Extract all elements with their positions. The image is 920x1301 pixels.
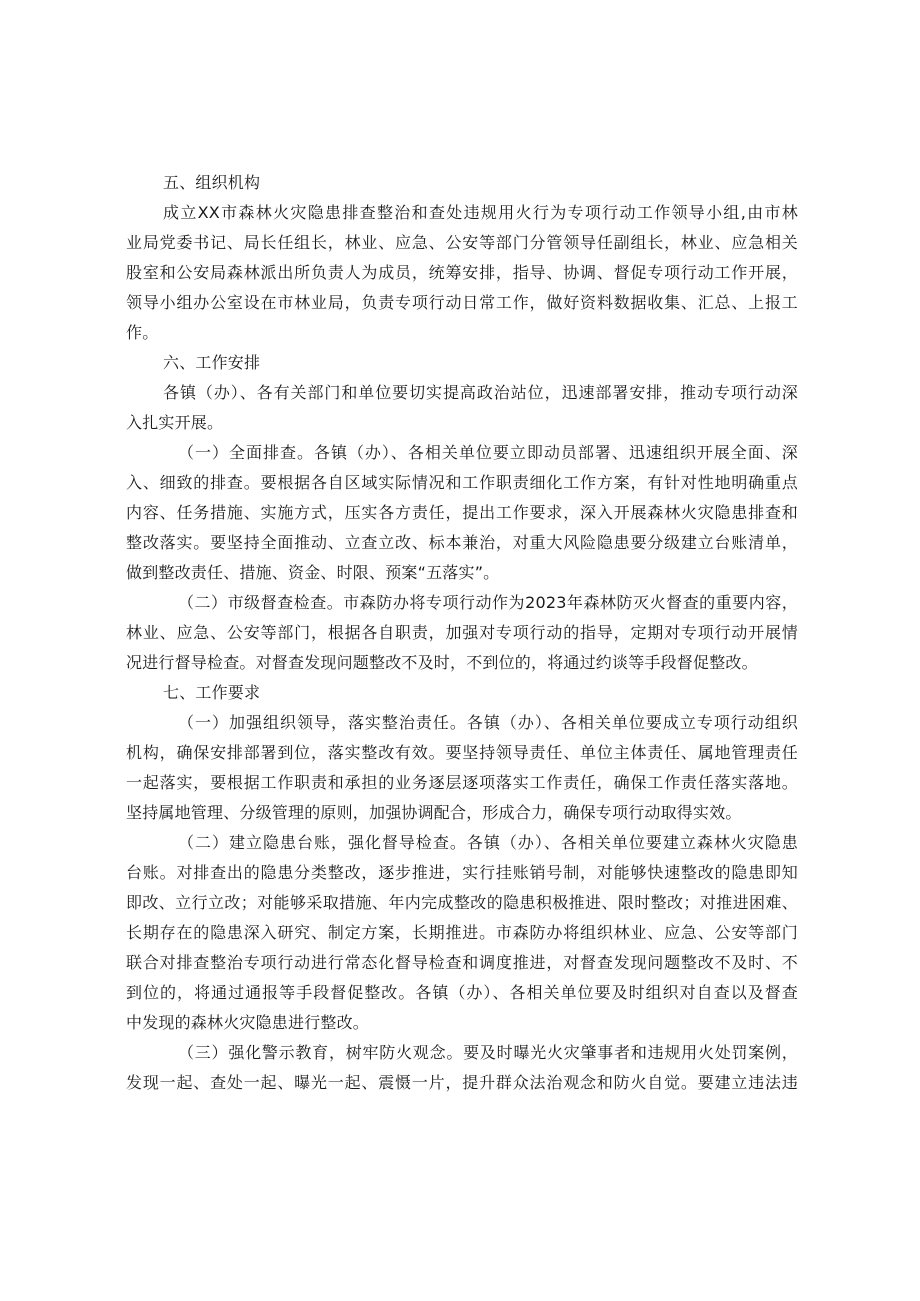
paragraph-line: 内容、任务措施、实施方式，压实各方责任，提出工作要求，深入开展森林火灾隐患排查和 — [126, 503, 798, 522]
paragraph-line: 做到整改责任、措施、资金、时限、预案“五落实”。 — [126, 563, 500, 582]
paragraph-line: 领导小组办公室设在市林业局，负责专项行动日常工作，做好资料数据收集、汇总、上报工 — [126, 293, 798, 312]
paragraph-line: 坚持属地管理、分级管理的原则，加强协调配合，形成合力，确保专项行动取得实效。 — [126, 803, 742, 822]
paragraph-line: 况进行督导检查。对督查发现问题整改不及时，不到位的，将通过约谈等手段督促整改。 — [126, 653, 758, 672]
paragraph-line: 成立XX市森林火灾隐患排查整治和查处违规用火行为专项行动工作领导小组,由市林 — [163, 203, 798, 222]
paragraph-line: 作。 — [126, 323, 159, 342]
paragraph-line: 林业、应急、公安等部门，根据各自职责，加强对专项行动的指导，定期对专项行动开展情 — [126, 623, 798, 642]
document-body — [126, 168, 798, 1098]
paragraph-line: （二）建立隐患台账，强化督导检查。各镇（办）、各相关单位要建立森林火灾隐患 — [178, 833, 798, 852]
paragraph-line: 入扎实开展。 — [126, 413, 224, 432]
paragraph-line: 台账。对排查出的隐患分类整改，逐步推进，实行挂账销号制，对能够快速整改的隐患即知 — [126, 863, 798, 882]
paragraph-line: 整改落实。要坚持全面推动、立查立改、标本兼治，对重大风险隐患要分级建立台账清单， — [126, 533, 798, 552]
paragraph-line: 联合对排查整治专项行动进行常态化督导检查和调度推进，对督查发现问题整改不及时、不 — [126, 953, 798, 972]
paragraph-line: 业局党委书记、局长任组长，林业、应急、公安等部门分管领导任副组长，林业、应急相关 — [126, 233, 798, 252]
paragraph-line: （三）强化警示教育，树牢防火观念。要及时曝光火灾肇事者和违规用火处罚案例， — [178, 1043, 798, 1062]
paragraph-line: 入、细致的排查。要根据各自区域实际情况和工作职责细化工作方案，有针对性地明确重点 — [126, 473, 798, 492]
paragraph-line: （一）全面排查。各镇（办）、各相关单位要立即动员部署、迅速组织开展全面、深 — [178, 443, 798, 462]
paragraph-line: 长期存在的隐患深入研究、制定方案，长期推进。市森防办将组织林业、应急、公安等部门 — [126, 923, 798, 942]
paragraph-line: 发现一起、查处一起、曝光一起、震慑一片，提升群众法治观念和防火自觉。要建立违法违 — [126, 1073, 798, 1092]
section-heading-6: 六、工作安排 — [163, 353, 261, 372]
paragraph-line: 即改、立行立改；对能够采取措施、年内完成整改的隐患积极推进、限时整改；对推进困难、 — [126, 893, 798, 912]
paragraph-line: 股室和公安局森林派出所负责人为成员，统筹安排，指导、协调、督促专项行动工作开展， — [126, 263, 798, 282]
paragraph-line: 一起落实，要根据工作职责和承担的业务逐层逐项落实工作责任，确保工作责任落实落地。 — [126, 773, 798, 792]
paragraph-line: 中发现的森林火灾隐患进行整改。 — [126, 1013, 370, 1032]
paragraph-line: 各镇（办）、各有关部门和单位要切实提高政治站位，迅速部署安排，推动专项行动深 — [163, 383, 798, 402]
section-heading-7: 七、工作要求 — [163, 683, 261, 702]
section-heading-5: 五、组织机构 — [163, 173, 261, 192]
paragraph-line: （一）加强组织领导，落实整治责任。各镇（办）、各相关单位要成立专项行动组织 — [178, 713, 798, 732]
paragraph-line: 到位的，将通过通报等手段督促整改。各镇（办）、各相关单位要及时组织对自查以及督查 — [126, 983, 798, 1002]
paragraph-line: 机构，确保安排部署到位，落实整改有效。要坚持领导责任、单位主体责任、属地管理责任 — [126, 743, 798, 762]
paragraph-line: （二）市级督查检查。市森防办将专项行动作为2023年森林防灭火督查的重要内容， — [178, 593, 798, 612]
